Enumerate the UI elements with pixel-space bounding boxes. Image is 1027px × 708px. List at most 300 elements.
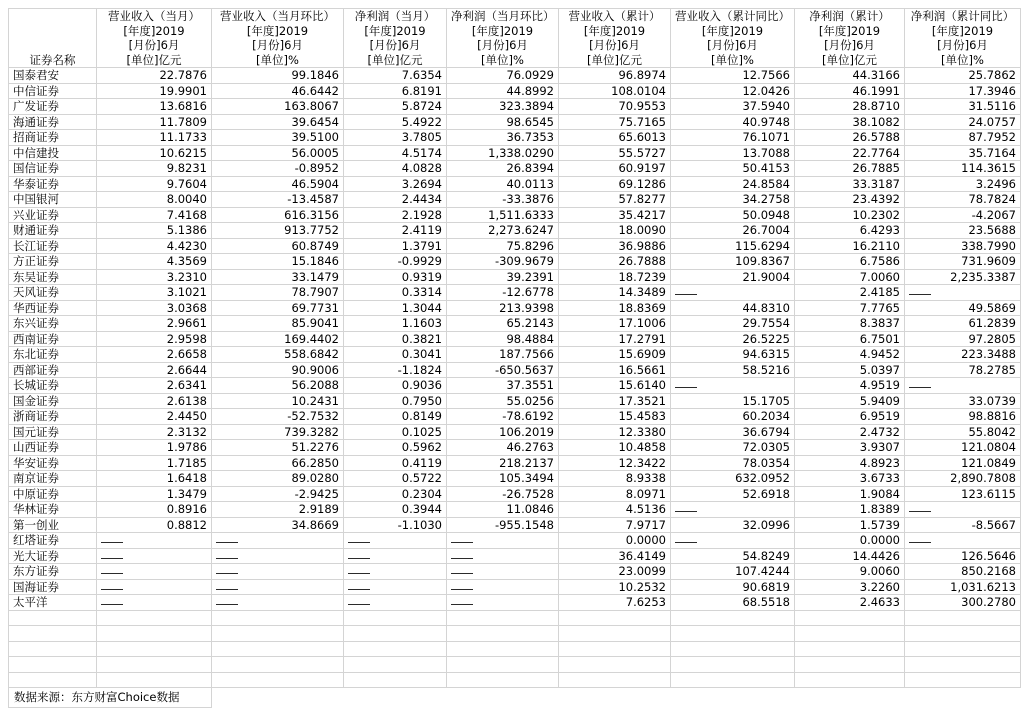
value-cell: 35.4217 <box>559 207 671 223</box>
value-cell: 36.6794 <box>671 424 795 440</box>
value-cell: 6.4293 <box>795 223 905 239</box>
no-data-dash-icon <box>451 589 473 590</box>
value-cell: 68.5518 <box>671 595 795 611</box>
value-cell: 15.4583 <box>559 409 671 425</box>
empty-value-cell <box>212 533 344 549</box>
value-cell: 55.5727 <box>559 145 671 161</box>
empty-value-cell <box>97 595 212 611</box>
value-cell: 1.6418 <box>97 471 212 487</box>
value-cell: 76.0929 <box>447 68 559 84</box>
value-cell: 60.8749 <box>212 238 344 254</box>
value-cell: 78.2785 <box>905 362 1021 378</box>
empty-cell <box>671 610 795 626</box>
value-cell: 33.3187 <box>795 176 905 192</box>
value-cell: 39.6454 <box>212 114 344 130</box>
value-cell: 2.6644 <box>97 362 212 378</box>
value-cell: 7.6354 <box>344 68 447 84</box>
value-cell: 11.0846 <box>447 502 559 518</box>
security-name-cell: 东吴证券 <box>9 269 97 285</box>
no-data-dash-icon <box>451 573 473 574</box>
value-cell: 1,338.0290 <box>447 145 559 161</box>
value-cell: 10.2431 <box>212 393 344 409</box>
value-cell: 106.2019 <box>447 424 559 440</box>
value-cell: 15.6909 <box>559 347 671 363</box>
value-cell: 22.7764 <box>795 145 905 161</box>
empty-cell <box>344 657 447 673</box>
value-cell: 4.9452 <box>795 347 905 363</box>
empty-cell <box>447 672 559 688</box>
security-name-cell: 中国银河 <box>9 192 97 208</box>
value-cell: 89.0280 <box>212 471 344 487</box>
security-name-cell: 天风证券 <box>9 285 97 301</box>
empty-cell <box>905 626 1021 642</box>
value-cell: -8.5667 <box>905 517 1021 533</box>
value-cell: 2.4119 <box>344 223 447 239</box>
value-cell: 123.6115 <box>905 486 1021 502</box>
value-cell: 69.7731 <box>212 300 344 316</box>
value-cell: 4.8923 <box>795 455 905 471</box>
value-cell: 72.0305 <box>671 440 795 456</box>
security-name-cell: 华林证券 <box>9 502 97 518</box>
no-data-dash-icon <box>348 558 370 559</box>
value-cell: 70.9553 <box>559 99 671 115</box>
value-cell: 17.2791 <box>559 331 671 347</box>
no-data-dash-icon <box>909 387 931 388</box>
value-cell: 2.4185 <box>795 285 905 301</box>
empty-cell <box>559 626 671 642</box>
empty-cell <box>559 657 671 673</box>
empty-cell <box>212 610 344 626</box>
security-name-cell: 国泰君安 <box>9 68 97 84</box>
value-cell: 49.5869 <box>905 300 1021 316</box>
value-cell: 0.0000 <box>795 533 905 549</box>
value-cell: 78.7824 <box>905 192 1021 208</box>
security-name-cell: 太平洋 <box>9 595 97 611</box>
value-cell: 40.9748 <box>671 114 795 130</box>
value-cell: 1.8389 <box>795 502 905 518</box>
no-data-dash-icon <box>216 604 238 605</box>
value-cell: 3.7805 <box>344 130 447 146</box>
security-name-cell: 山西证券 <box>9 440 97 456</box>
value-cell: 9.0060 <box>795 564 905 580</box>
value-cell: 26.7004 <box>671 223 795 239</box>
empty-row <box>9 610 1021 626</box>
no-data-dash-icon <box>216 542 238 543</box>
value-cell: 25.7862 <box>905 68 1021 84</box>
no-data-dash-icon <box>101 604 123 605</box>
value-cell: -13.4587 <box>212 192 344 208</box>
empty-cell <box>9 626 97 642</box>
empty-value-cell <box>212 564 344 580</box>
security-name-cell: 第一创业 <box>9 517 97 533</box>
value-cell: 6.9519 <box>795 409 905 425</box>
value-cell: 8.3837 <box>795 316 905 332</box>
value-cell: 2,890.7808 <box>905 471 1021 487</box>
value-cell: 44.8310 <box>671 300 795 316</box>
value-cell: 46.2763 <box>447 440 559 456</box>
empty-value-cell <box>447 579 559 595</box>
value-cell: 58.5216 <box>671 362 795 378</box>
value-cell: 37.3551 <box>447 378 559 394</box>
value-cell: 50.4153 <box>671 161 795 177</box>
value-cell: 36.4149 <box>559 548 671 564</box>
value-cell: 4.4230 <box>97 238 212 254</box>
no-data-dash-icon <box>909 542 931 543</box>
value-cell: 3.2694 <box>344 176 447 192</box>
value-cell: 26.8394 <box>447 161 559 177</box>
empty-cell <box>212 626 344 642</box>
table-row <box>9 161 1021 177</box>
value-cell: 0.8812 <box>97 517 212 533</box>
value-cell: 7.7765 <box>795 300 905 316</box>
table-header <box>9 9 1021 68</box>
value-cell: 1,031.6213 <box>905 579 1021 595</box>
value-cell: 17.3946 <box>905 83 1021 99</box>
table-row <box>9 362 1021 378</box>
value-cell: 57.8277 <box>559 192 671 208</box>
value-cell: 338.7990 <box>905 238 1021 254</box>
table-row <box>9 83 1021 99</box>
value-cell: 10.6215 <box>97 145 212 161</box>
value-cell: 16.5661 <box>559 362 671 378</box>
empty-cell <box>671 626 795 642</box>
value-cell: 0.5722 <box>344 471 447 487</box>
value-cell: 109.8367 <box>671 254 795 270</box>
value-cell: 75.7165 <box>559 114 671 130</box>
value-cell: 121.0804 <box>905 440 1021 456</box>
value-cell: 4.9519 <box>795 378 905 394</box>
value-cell: 12.7566 <box>671 68 795 84</box>
value-cell: 54.8249 <box>671 548 795 564</box>
value-cell: 7.9717 <box>559 517 671 533</box>
table-row <box>9 316 1021 332</box>
value-cell: 15.1705 <box>671 393 795 409</box>
column-header-3: 净利润（当月环比） [年度]2019 [月份]6月 [单位]% <box>447 9 559 68</box>
value-cell: 1.3791 <box>344 238 447 254</box>
no-data-dash-icon <box>675 542 697 543</box>
value-cell: 105.3494 <box>447 471 559 487</box>
value-cell: -1.1030 <box>344 517 447 533</box>
value-cell: 34.8669 <box>212 517 344 533</box>
no-data-dash-icon <box>451 604 473 605</box>
security-name-cell: 西部证券 <box>9 362 97 378</box>
empty-value-cell <box>671 285 795 301</box>
no-data-dash-icon <box>675 387 697 388</box>
value-cell: 213.9398 <box>447 300 559 316</box>
value-cell: 2.4434 <box>344 192 447 208</box>
value-cell: 38.1082 <box>795 114 905 130</box>
table-row <box>9 300 1021 316</box>
value-cell: 2.4450 <box>97 409 212 425</box>
value-cell: 1.5739 <box>795 517 905 533</box>
empty-value-cell <box>344 533 447 549</box>
table-row <box>9 595 1021 611</box>
empty-cell <box>795 688 905 708</box>
empty-value-cell <box>905 285 1021 301</box>
value-cell: 21.9004 <box>671 269 795 285</box>
value-cell: 1,511.6333 <box>447 207 559 223</box>
no-data-dash-icon <box>216 558 238 559</box>
security-name-cell: 招商证券 <box>9 130 97 146</box>
no-data-dash-icon <box>101 573 123 574</box>
value-cell: 1.9786 <box>97 440 212 456</box>
empty-cell <box>344 672 447 688</box>
empty-row <box>9 657 1021 673</box>
column-header-name: 证券名称 <box>9 9 97 68</box>
security-name-cell: 华泰证券 <box>9 176 97 192</box>
value-cell: 33.0739 <box>905 393 1021 409</box>
value-cell: 46.1991 <box>795 83 905 99</box>
value-cell: 90.6819 <box>671 579 795 595</box>
value-cell: 6.8191 <box>344 83 447 99</box>
value-cell: 29.7554 <box>671 316 795 332</box>
security-name-cell: 国海证券 <box>9 579 97 595</box>
empty-value-cell <box>671 533 795 549</box>
empty-cell <box>559 688 671 708</box>
table-row <box>9 455 1021 471</box>
value-cell: 7.6253 <box>559 595 671 611</box>
value-cell: -4.2067 <box>905 207 1021 223</box>
empty-cell <box>671 688 795 708</box>
table-row <box>9 533 1021 549</box>
value-cell: 35.7164 <box>905 145 1021 161</box>
security-name-cell: 财通证券 <box>9 223 97 239</box>
security-name-cell: 国信证券 <box>9 161 97 177</box>
value-cell: 2,235.3387 <box>905 269 1021 285</box>
column-header-5: 营业收入（累计同比） [年度]2019 [月份]6月 [单位]% <box>671 9 795 68</box>
empty-value-cell <box>344 595 447 611</box>
no-data-dash-icon <box>675 294 697 295</box>
table-row <box>9 378 1021 394</box>
value-cell: 13.6816 <box>97 99 212 115</box>
value-cell: 23.5688 <box>905 223 1021 239</box>
value-cell: 2.3132 <box>97 424 212 440</box>
empty-cell <box>9 641 97 657</box>
value-cell: 85.9041 <box>212 316 344 332</box>
empty-cell <box>905 641 1021 657</box>
value-cell: -2.9425 <box>212 486 344 502</box>
table-row <box>9 517 1021 533</box>
empty-cell <box>97 672 212 688</box>
value-cell: 24.0757 <box>905 114 1021 130</box>
value-cell: 34.2758 <box>671 192 795 208</box>
security-name-cell: 红塔证券 <box>9 533 97 549</box>
empty-row <box>9 641 1021 657</box>
value-cell: 2.9598 <box>97 331 212 347</box>
security-name-cell: 东兴证券 <box>9 316 97 332</box>
value-cell: 65.2143 <box>447 316 559 332</box>
empty-cell <box>447 641 559 657</box>
empty-value-cell <box>97 564 212 580</box>
value-cell: 2.4633 <box>795 595 905 611</box>
value-cell: 51.2276 <box>212 440 344 456</box>
column-header-4: 营业收入（累计） [年度]2019 [月份]6月 [单位]亿元 <box>559 9 671 68</box>
security-name-cell: 国金证券 <box>9 393 97 409</box>
empty-cell <box>671 657 795 673</box>
empty-cell <box>9 610 97 626</box>
value-cell: 46.6442 <box>212 83 344 99</box>
value-cell: 2.6658 <box>97 347 212 363</box>
value-cell: 98.6545 <box>447 114 559 130</box>
empty-value-cell <box>447 595 559 611</box>
value-cell: 19.9901 <box>97 83 212 99</box>
empty-cell <box>344 610 447 626</box>
value-cell: 36.7353 <box>447 130 559 146</box>
value-cell: 3.9307 <box>795 440 905 456</box>
value-cell: 18.0090 <box>559 223 671 239</box>
value-cell: 2.1928 <box>344 207 447 223</box>
value-cell: 87.7952 <box>905 130 1021 146</box>
value-cell: 850.2168 <box>905 564 1021 580</box>
security-name-cell: 南京证券 <box>9 471 97 487</box>
empty-cell <box>559 641 671 657</box>
value-cell: 8.0040 <box>97 192 212 208</box>
value-cell: 65.6013 <box>559 130 671 146</box>
no-data-dash-icon <box>101 589 123 590</box>
empty-cell <box>97 641 212 657</box>
value-cell: -26.7528 <box>447 486 559 502</box>
value-cell: 5.4922 <box>344 114 447 130</box>
empty-value-cell <box>97 533 212 549</box>
value-cell: 12.3380 <box>559 424 671 440</box>
value-cell: 26.5788 <box>795 130 905 146</box>
data-source-label: 数据来源：东方财富Choice数据 <box>9 688 212 708</box>
no-data-dash-icon <box>216 589 238 590</box>
value-cell: -955.1548 <box>447 517 559 533</box>
table-row <box>9 130 1021 146</box>
source-note-row <box>9 688 1021 708</box>
value-cell: 36.9886 <box>559 238 671 254</box>
value-cell: 60.9197 <box>559 161 671 177</box>
value-cell: 2,273.6247 <box>447 223 559 239</box>
value-cell: 66.2850 <box>212 455 344 471</box>
value-cell: 2.9661 <box>97 316 212 332</box>
empty-value-cell <box>447 548 559 564</box>
table-row <box>9 471 1021 487</box>
value-cell: 0.1025 <box>344 424 447 440</box>
value-cell: -33.3876 <box>447 192 559 208</box>
value-cell: 731.9609 <box>905 254 1021 270</box>
empty-cell <box>447 626 559 642</box>
no-data-dash-icon <box>348 589 370 590</box>
empty-value-cell <box>447 533 559 549</box>
value-cell: 78.0354 <box>671 455 795 471</box>
value-cell: 163.8067 <box>212 99 344 115</box>
value-cell: 0.9036 <box>344 378 447 394</box>
empty-value-cell <box>344 564 447 580</box>
security-name-cell: 长江证券 <box>9 238 97 254</box>
value-cell: 44.8992 <box>447 83 559 99</box>
empty-cell <box>671 641 795 657</box>
no-data-dash-icon <box>101 558 123 559</box>
value-cell: 55.0256 <box>447 393 559 409</box>
value-cell: 300.2780 <box>905 595 1021 611</box>
value-cell: 2.9189 <box>212 502 344 518</box>
value-cell: 15.1846 <box>212 254 344 270</box>
empty-cell <box>795 641 905 657</box>
value-cell: 12.3422 <box>559 455 671 471</box>
value-cell: 3.2496 <box>905 176 1021 192</box>
no-data-dash-icon <box>909 294 931 295</box>
table-row <box>9 99 1021 115</box>
value-cell: 3.2260 <box>795 579 905 595</box>
value-cell: 39.5100 <box>212 130 344 146</box>
empty-value-cell <box>97 579 212 595</box>
value-cell: 739.3282 <box>212 424 344 440</box>
value-cell: 22.7876 <box>97 68 212 84</box>
value-cell: 56.2088 <box>212 378 344 394</box>
value-cell: 2.6341 <box>97 378 212 394</box>
empty-cell <box>795 626 905 642</box>
table-row <box>9 192 1021 208</box>
empty-value-cell <box>905 378 1021 394</box>
empty-cell <box>9 672 97 688</box>
value-cell: -52.7532 <box>212 409 344 425</box>
value-cell: 39.2391 <box>447 269 559 285</box>
empty-cell <box>447 688 559 708</box>
column-header-0: 营业收入（当月） [年度]2019 [月份]6月 [单位]亿元 <box>97 9 212 68</box>
value-cell: 11.1733 <box>97 130 212 146</box>
value-cell: 8.9338 <box>559 471 671 487</box>
value-cell: 98.4884 <box>447 331 559 347</box>
security-name-cell: 兴业证券 <box>9 207 97 223</box>
value-cell: 558.6842 <box>212 347 344 363</box>
security-name-cell: 东北证券 <box>9 347 97 363</box>
value-cell: -12.6778 <box>447 285 559 301</box>
security-name-cell: 东方证券 <box>9 564 97 580</box>
empty-cell <box>671 672 795 688</box>
security-name-cell: 方正证券 <box>9 254 97 270</box>
empty-value-cell <box>212 595 344 611</box>
value-cell: 17.1006 <box>559 316 671 332</box>
column-header-7: 净利润（累计同比） [年度]2019 [月份]6月 [单位]% <box>905 9 1021 68</box>
value-cell: 12.0426 <box>671 83 795 99</box>
value-cell: 3.2310 <box>97 269 212 285</box>
empty-cell <box>795 657 905 673</box>
security-name-cell: 华西证券 <box>9 300 97 316</box>
value-cell: 60.2034 <box>671 409 795 425</box>
security-name-cell: 华安证券 <box>9 455 97 471</box>
security-name-cell: 海通证券 <box>9 114 97 130</box>
table-row <box>9 176 1021 192</box>
value-cell: 7.0060 <box>795 269 905 285</box>
empty-value-cell <box>447 564 559 580</box>
value-cell: 9.7604 <box>97 176 212 192</box>
table-row <box>9 145 1021 161</box>
empty-cell <box>212 641 344 657</box>
value-cell: 2.4732 <box>795 424 905 440</box>
value-cell: 55.8042 <box>905 424 1021 440</box>
value-cell: 10.2302 <box>795 207 905 223</box>
value-cell: 3.6733 <box>795 471 905 487</box>
value-cell: -650.5637 <box>447 362 559 378</box>
no-data-dash-icon <box>216 573 238 574</box>
value-cell: 0.3041 <box>344 347 447 363</box>
empty-value-cell <box>671 502 795 518</box>
value-cell: 4.3569 <box>97 254 212 270</box>
value-cell: 8.0971 <box>559 486 671 502</box>
value-cell: 31.5116 <box>905 99 1021 115</box>
security-name-cell: 中信建投 <box>9 145 97 161</box>
value-cell: 4.0828 <box>344 161 447 177</box>
no-data-dash-icon <box>348 573 370 574</box>
empty-cell <box>9 657 97 673</box>
empty-value-cell <box>905 502 1021 518</box>
value-cell: 107.4244 <box>671 564 795 580</box>
empty-cell <box>795 610 905 626</box>
table-row <box>9 223 1021 239</box>
value-cell: 223.3488 <box>905 347 1021 363</box>
